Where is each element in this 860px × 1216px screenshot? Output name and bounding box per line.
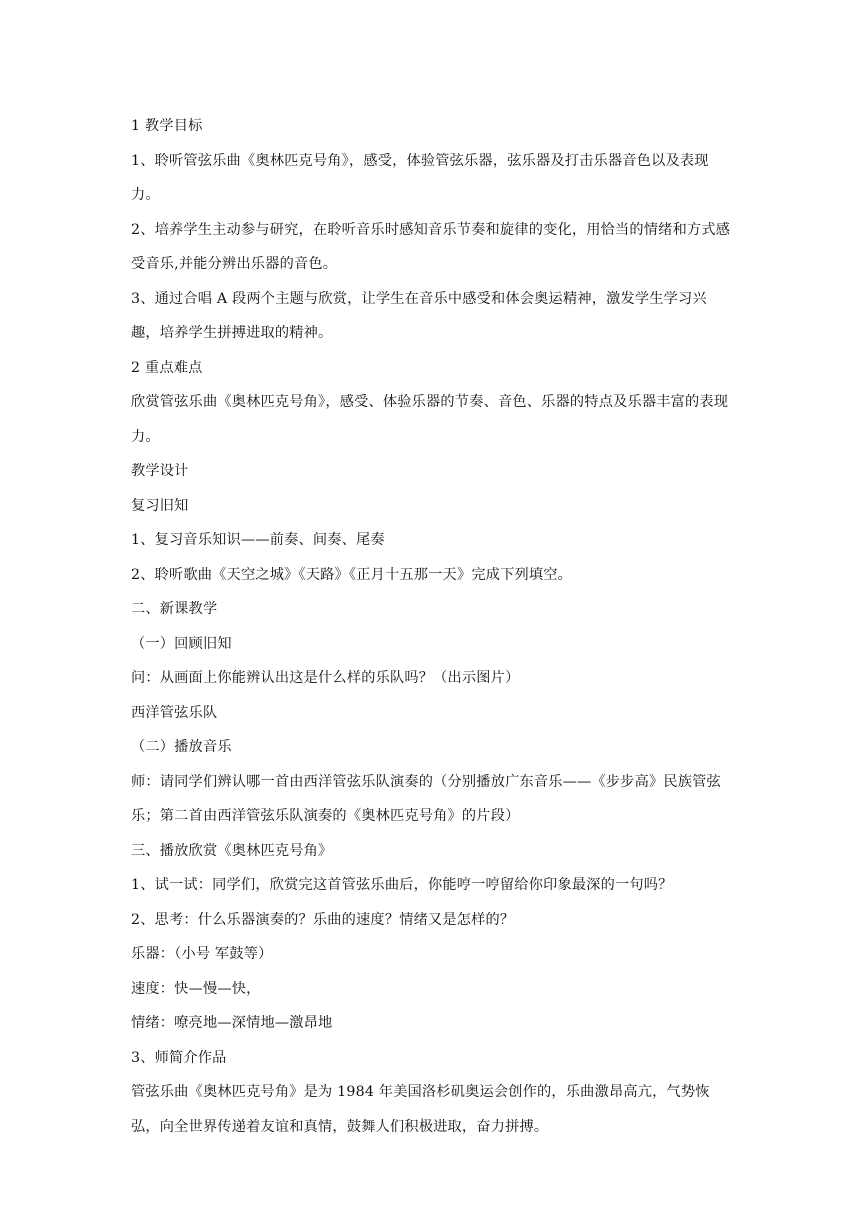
subheading-play-music: （二）播放音乐 — [131, 739, 232, 755]
teacher-instruction: 师：请同学们辨认哪一首由西洋管弦乐队演奏的（分别播放广东音乐——《步步高》民族管弦乐；第二首由西洋管弦乐队演奏的《奥林匹克号角》的片段） — [131, 773, 721, 824]
goal-item-2: 2、培养学生主动参与研究，在聆听音乐时感知音乐节奏和旋律的变化，用恰当的情绪和方式感受音乐,并能分辨出乐器的音色。 — [131, 221, 731, 272]
mood-line: 情绪：嘹亮地—深情地—激昂地 — [131, 1015, 333, 1031]
question-text: 问：从画面上你能辨认出这是什么样的乐队吗？（出示图片） — [131, 670, 520, 686]
section-heading-teaching-design: 教学设计 — [131, 463, 189, 479]
section-heading-key-points: 2 重点难点 — [131, 359, 203, 376]
section-heading-teaching-goals: 1 教学目标 — [131, 118, 203, 134]
tempo-line: 速度：快—慢—快， — [131, 980, 261, 997]
subheading-new-lesson: 二、新课教学 — [131, 601, 218, 617]
key-points-text: 欣赏管弦乐曲《奥林匹克号角》，感受、体验乐器的节奏、音色、乐器的特点及乐器丰富的表现力。 — [131, 394, 729, 445]
subheading-appreciation: 三、播放欣赏《奥林匹克号角》 — [131, 842, 333, 859]
work-introduction: 管弦乐曲《奥林匹克号角》是为 1984 年美国洛杉矶奥运会创作的，乐曲激昂高亢，气势恢弘，向全世界传递着友谊和真情，鼓舞人们积极进取，奋力拼搏。 — [131, 1084, 710, 1135]
document-body — [131, 109, 733, 1144]
review-item-2: 2、聆听歌曲《天空之城》《天路》《正月十五那一天》完成下列填空。 — [131, 566, 573, 583]
instruments-line: 乐器：（小号 军鼓等） — [131, 946, 273, 962]
answer-text: 西洋管弦乐队 — [131, 704, 218, 721]
activity-item-1: 1、试一试：同学们，欣赏完这首管弦乐曲后，你能哼一哼留给你印象最深的一句吗？ — [131, 877, 673, 893]
activity-item-2: 2、思考：什么乐器演奏的？乐曲的速度？情绪又是怎样的？ — [131, 911, 515, 928]
goal-item-1: 1、聆听管弦乐曲《奥林匹克号角》，感受，体验管弦乐器，弦乐器及打击乐器音色以及表现力。 — [131, 152, 709, 203]
subheading-recall: （一）回顾旧知 — [131, 635, 232, 652]
subheading-review: 复习旧知 — [131, 497, 189, 514]
goal-item-3: 3、通过合唱 A 段两个主题与欣赏，让学生在音乐中感受和体会奥运精神，激发学生学习兴趣，培养学生拼搏进取的精神。 — [131, 290, 707, 341]
activity-item-3: 3、师简介作品 — [131, 1049, 227, 1066]
review-item-1: 1、复习音乐知识——前奏、间奏、尾奏 — [131, 532, 385, 548]
